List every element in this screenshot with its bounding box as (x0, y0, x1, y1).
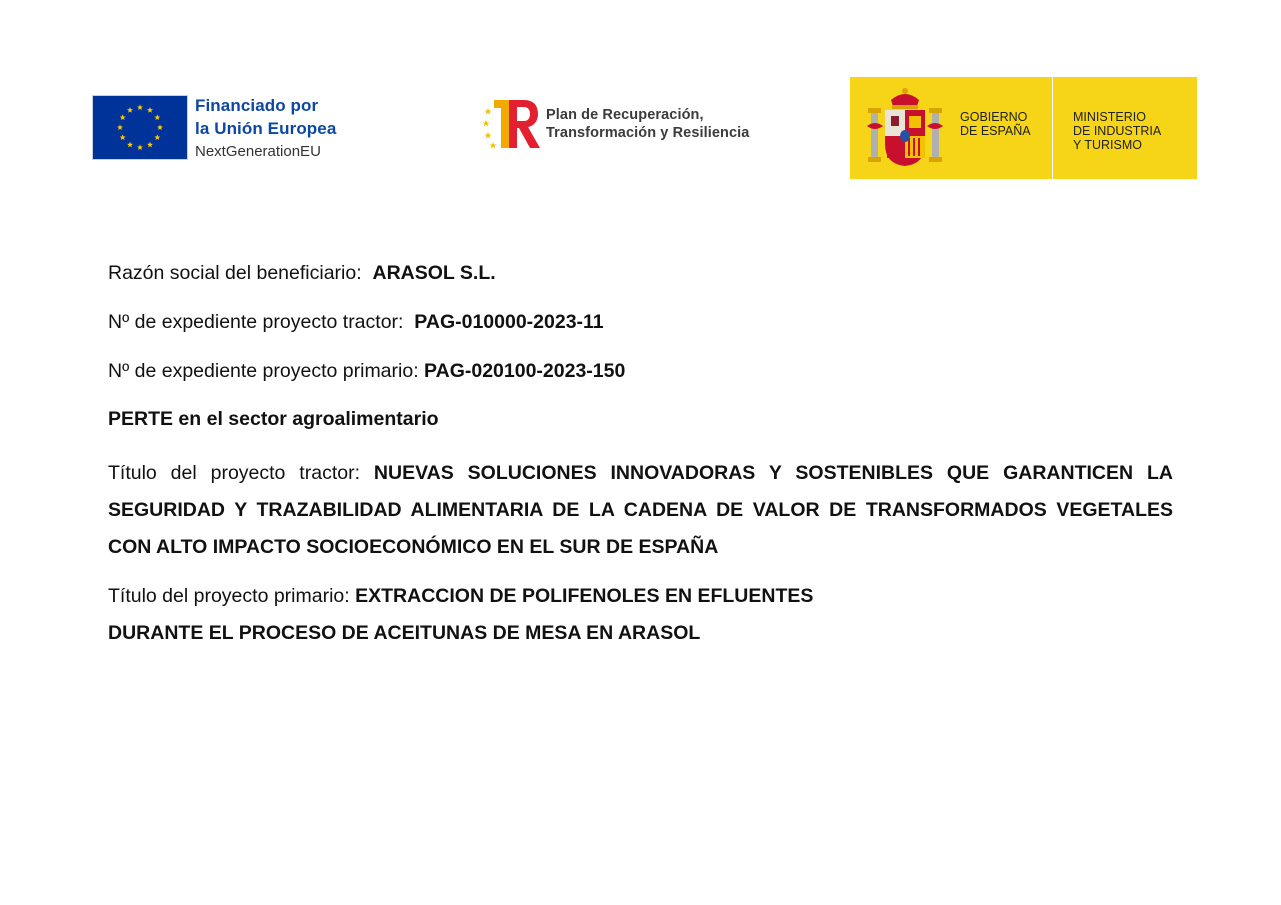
primary-file-row (108, 360, 625, 383)
tractor-file-value: PAG-010000-2023-11 (414, 311, 604, 333)
recovery-plan-text (546, 106, 749, 142)
eu-star-icon (147, 142, 153, 148)
eu-star-icon (137, 104, 143, 110)
primary-title-label: Título del proyecto primario: (108, 585, 350, 607)
eu-star-icon (120, 114, 126, 120)
spain-coat-of-arms-icon (850, 77, 960, 179)
eu-star-icon (127, 107, 133, 113)
eu-logo-line-3: NextGenerationEU (195, 142, 321, 160)
eu-funding-logo (93, 96, 336, 159)
eu-star-icon (120, 134, 126, 140)
ministry-name (1053, 77, 1161, 179)
primary-title-row (108, 578, 813, 652)
government-name-line-1: GOBIERNO (960, 110, 1028, 124)
government-name (960, 77, 1053, 179)
beneficiary-row (108, 262, 496, 285)
prtr-r-icon (482, 98, 544, 150)
eu-logo-line-1: Financiado por (195, 95, 319, 115)
primary-title-value-line-1: EXTRACCION DE POLIFENOLES EN EFLUENTES (355, 585, 814, 607)
eu-star-icon (147, 107, 153, 113)
primary-title-value-line-2: DURANTE EL PROCESO DE ACEITUNAS DE MESA EN ARASOL (108, 622, 701, 644)
ministry-name-line-3: Y TURISMO (1073, 138, 1142, 152)
tractor-title-value: NUEVAS SOLUCIONES INNOVADORAS Y SOSTENIBLES QUE GARANTICEN LA SEGURIDAD Y TRAZABILIDAD ALIMENTARIA DE LA CADENA DE VALOR DE TRANSFORMADOS VEGETALES CON ALTO IMPACTO SOCIOECONÓMICO EN EL SUR DE ESPAÑA (108, 462, 1174, 558)
eu-star-icon (154, 114, 160, 120)
government-logo (850, 77, 1197, 179)
tractor-file-label: Nº de expediente proyecto tractor: (108, 311, 404, 333)
eu-star-icon (137, 144, 143, 150)
government-name-line-2: DE ESPAÑA (960, 124, 1031, 138)
eu-logo-line-2: la Unión Europea (195, 118, 337, 138)
eu-star-icon (127, 142, 133, 148)
ministry-name-line-2: DE INDUSTRIA (1073, 124, 1162, 138)
eu-logo-text (195, 97, 336, 159)
recovery-plan-line-1: Plan de Recuperación, (546, 107, 704, 123)
perte-heading: PERTE en el sector agroalimentario (108, 408, 439, 430)
beneficiary-label: Razón social del beneficiario: (108, 262, 362, 284)
eu-flag-icon (93, 96, 187, 159)
tractor-file-row (108, 311, 604, 334)
eu-star-icon (154, 134, 160, 140)
primary-file-label: Nº de expediente proyecto primario: (108, 360, 419, 382)
recovery-plan-line-2: Transformación y Resiliencia (546, 125, 750, 141)
recovery-plan-logo (482, 98, 749, 150)
eu-star-icon (117, 124, 123, 130)
eu-star-icon (157, 124, 163, 130)
primary-file-value: PAG-020100-2023-150 (424, 360, 626, 382)
beneficiary-value: ARASOL S.L. (372, 262, 496, 284)
tractor-title-label: Título del proyecto tractor: (108, 462, 360, 484)
primary-title-line-1 (108, 578, 813, 615)
tractor-title-row (108, 455, 1173, 566)
ministry-name-line-1: MINISTERIO (1073, 110, 1146, 124)
